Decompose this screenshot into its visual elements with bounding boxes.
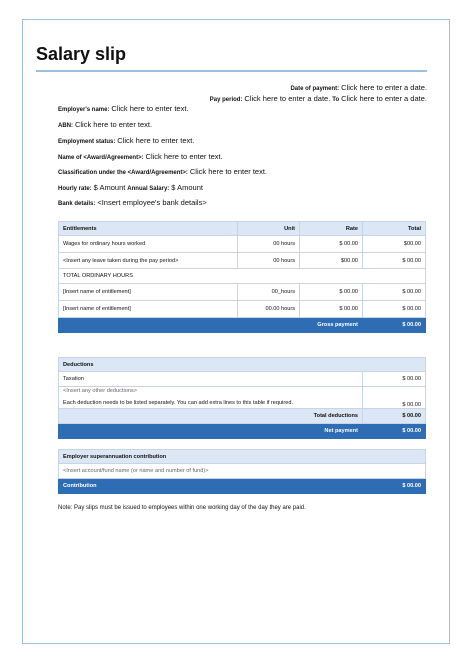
gross-payment-label: Gross payment: [59, 318, 363, 333]
table-row: [59, 372, 426, 387]
pay-period-start-field[interactable]: Click here to enter a date.: [244, 94, 331, 103]
pay-period-row: [210, 94, 427, 103]
other-deductions-label: <Insert any other deductions>: [63, 388, 138, 394]
table-cell[interactable]: $ 00.00: [300, 301, 363, 318]
date-of-payment-row: [290, 83, 427, 92]
entitlements-table: [58, 221, 426, 333]
table-cell[interactable]: $ 00.00: [300, 284, 363, 301]
other-deductions-value[interactable]: $ 00.00: [363, 387, 426, 409]
contribution-value: $ 00.00: [363, 479, 426, 494]
contribution-label: Contribution: [59, 479, 363, 494]
table-cell[interactable]: 00 hours: [238, 253, 300, 269]
employment-status-field[interactable]: Click here to enter text.: [117, 136, 195, 145]
table-row: [59, 269, 426, 284]
table-cell[interactable]: 00.00 hours: [238, 301, 300, 318]
employment-status-row: [58, 136, 194, 145]
hourly-rate-label: Hourly rate:: [58, 186, 92, 192]
classification-field[interactable]: Click here to enter text.: [189, 167, 268, 176]
superannuation-table: [58, 449, 426, 494]
table-cell[interactable]: <Insert any leave taken during the pay period>: [59, 253, 238, 269]
entitlements-header-row: [59, 222, 426, 236]
pay-period-to-label: To: [332, 97, 340, 103]
table-row: [59, 464, 426, 479]
abn-field[interactable]: Click here to enter text.: [74, 120, 153, 129]
net-payment-row: [59, 424, 426, 439]
taxation-label: Taxation: [59, 372, 363, 387]
table-cell[interactable]: $00.00: [363, 236, 426, 253]
employer-name-field[interactable]: Click here to enter text.: [111, 104, 189, 113]
bank-details-field[interactable]: <Insert employee's bank details>: [97, 198, 207, 207]
table-cell[interactable]: $ 00.00: [363, 301, 426, 318]
award-name-field[interactable]: Click here to enter text.: [145, 152, 223, 161]
table-cell[interactable]: Wages for ordinary hours worked: [59, 236, 238, 253]
entitlements-header: Entitlements: [59, 222, 238, 236]
employer-name-label: Employer's name:: [58, 107, 110, 113]
table-cell[interactable]: 00_hours: [238, 284, 300, 301]
employment-status-label: Employment status:: [58, 139, 116, 145]
employer-name-row: [58, 104, 189, 113]
table-cell[interactable]: [Insert name of entitlement]: [59, 284, 238, 301]
abn-label: ABN:: [58, 123, 73, 129]
footnote: Note: Pay slips must be issued to employees within one working day of the day they are paid.: [58, 505, 306, 511]
other-deductions-cell[interactable]: [59, 387, 363, 409]
total-deductions-value: $ 00.00: [363, 409, 426, 424]
pay-period-label: Pay period:: [209, 97, 243, 103]
contribution-row: [59, 479, 426, 494]
date-of-payment-field[interactable]: Click here to enter a date.: [341, 83, 427, 92]
classification-row: [58, 167, 267, 176]
table-cell[interactable]: 00 hours: [238, 236, 300, 253]
table-cell[interactable]: $ 00.00: [363, 253, 426, 269]
annual-salary-field[interactable]: $ Amount: [171, 183, 203, 192]
table-row: [59, 253, 426, 269]
page-title: Salary slip: [36, 44, 127, 64]
table-row: [59, 236, 426, 253]
abn-row: [58, 120, 152, 129]
pay-period-end-field[interactable]: Click here to enter a date.: [341, 94, 427, 103]
date-of-payment-label: Date of payment:: [290, 86, 340, 92]
superannuation-header: Employer superannuation contribution: [59, 450, 426, 464]
taxation-value[interactable]: $ 00.00: [363, 372, 426, 387]
total-ordinary-hours-cell: TOTAL ORDINARY HOURS: [59, 269, 426, 284]
total-header: Total: [363, 222, 426, 236]
hourly-rate-row: [58, 183, 203, 192]
award-name-label: Name of <Award/Agreement>:: [58, 155, 144, 161]
classification-label: Classification under the <Award/Agreement>:: [58, 170, 188, 176]
deductions-header-row: [59, 358, 426, 372]
deductions-table: [58, 357, 426, 439]
table-cell[interactable]: [Insert name of entitlement]: [59, 301, 238, 318]
hourly-rate-field[interactable]: $ Amount: [93, 183, 126, 192]
net-payment-value: $ 00.00: [363, 424, 426, 439]
superannuation-header-row: [59, 450, 426, 464]
other-deductions-note: Each deduction needs to be listed separately. You can add extra lines to this table if required.: [63, 400, 294, 406]
net-payment-label: Net payment: [59, 424, 363, 439]
rate-header: Rate: [300, 222, 363, 236]
table-cell[interactable]: $ 00.00: [363, 284, 426, 301]
gross-payment-value: $ 00.00: [363, 318, 426, 333]
table-row: [59, 284, 426, 301]
total-deductions-row: [59, 409, 426, 424]
annual-salary-label: Annual Salary:: [127, 186, 170, 192]
fund-name-field[interactable]: <Insert account/fund name (or name and number of fund)>: [59, 464, 426, 479]
bank-details-label: Bank details:: [58, 201, 96, 207]
gross-payment-row: [59, 318, 426, 333]
table-cell[interactable]: $00.00: [300, 253, 363, 269]
table-row: [59, 387, 426, 409]
total-deductions-label: Total deductions: [59, 409, 363, 424]
table-cell[interactable]: $ 00.00: [300, 236, 363, 253]
title-divider: [36, 70, 427, 72]
deductions-header: Deductions: [59, 358, 426, 372]
bank-details-row: [58, 198, 207, 207]
award-name-row: [58, 152, 223, 161]
table-row: [59, 301, 426, 318]
unit-header: Unit: [238, 222, 300, 236]
